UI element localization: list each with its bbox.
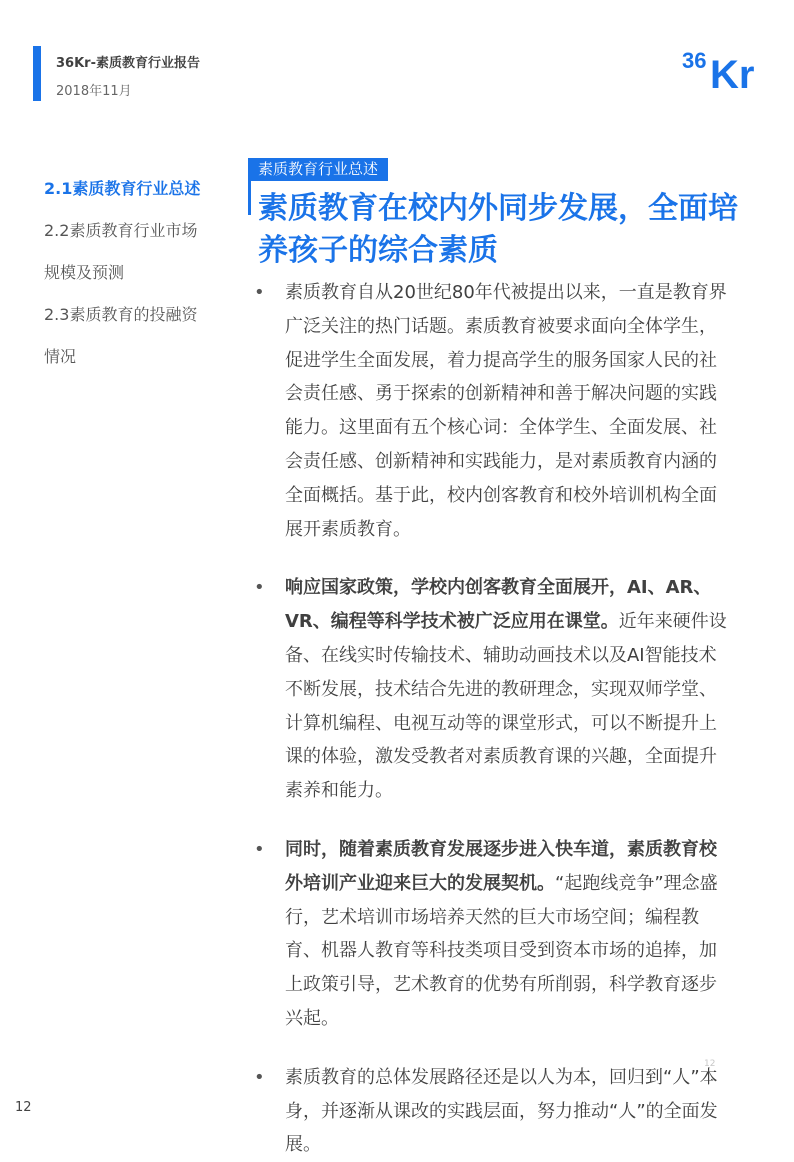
page-number: 12 <box>15 1100 32 1115</box>
bullet-text: 素质教育的总体发展路径还是以人为本，回归到“人”本身，并逐渐从课改的实践层面，努力推动“人”的全面发展。 <box>285 1066 718 1156</box>
nav-item-2-1[interactable]: 2.1素质教育行业总述 <box>44 179 201 198</box>
bullet-bold-text: 同时，随着素质教育发展逐步进入快车道，素质教育校外培训产业迎来巨大的发展契机。 <box>285 838 717 894</box>
report-date: 2018年11月 <box>56 84 132 99</box>
bullet-bold-text: 响应国家政策，学校内创客教育全面展开，AI、AR、VR、编程等科学技术被广泛应用在课堂。 <box>285 577 712 633</box>
bullet-text: 近年来硬件设备、在线实时传输技术、辅助动画技术以及AI智能技术不断发展，技术结合先进的教研理念，实现双师学堂、计算机编程、电视互动等的课堂形式，可以不断提升上课的体验，激发受教者对素质教育课的兴趣，全面提升素养和能力。 <box>285 611 727 802</box>
nav-item-2-3[interactable]: 2.3素质教育的投融资 <box>44 305 198 324</box>
bullet-text: “起跑线竞争”理念盛行，艺术培训市场培养天然的巨大市场空间；编程教育、机器人教育等科技类项目受到资本市场的追捧，加上政策引导，艺术教育的优势有所削弱，科学教育逐步兴起。 <box>285 872 718 1029</box>
bullet-item <box>252 1061 732 1162</box>
section-accent-line <box>248 181 251 215</box>
section-nav <box>44 168 234 378</box>
watermark-page-number: 12 <box>704 1059 716 1069</box>
page-headline: 素质教育在校内外同步发展，全面培养孩子的综合素质 <box>258 191 738 268</box>
nav-item-2-2[interactable]: 2.2素质教育行业市场 <box>44 221 198 240</box>
nav-item-2-3-cont[interactable]: 情况 <box>44 347 77 366</box>
svg-text:36: 36 <box>682 48 707 73</box>
bullet-list <box>252 276 732 1162</box>
svg-text:Kr: Kr <box>710 53 755 92</box>
header-accent-bar <box>33 46 41 101</box>
brand-logo <box>680 40 766 92</box>
bullet-item <box>252 571 732 808</box>
section-tag: 素质教育行业总述 <box>248 158 388 181</box>
nav-item-2-2-cont[interactable]: 规模及预测 <box>44 263 125 282</box>
bullet-item <box>252 276 732 546</box>
bullet-text: 素质教育自从20世纪80年代被提出以来，一直是教育界广泛关注的热门话题。素质教育被要求面向全体学生，促进学生全面发展，着力提高学生的服务国家人民的社会责任感、勇于探索的创新精神和善于解决问题的实践能力。这里面有五个核心词：全体学生、全面发展、社会责任感、创新精神和实践能力，是对素质教育内涵的全面概括。基于此，校内创客教育和校外培训机构全面展开素质教育。 <box>285 282 727 540</box>
report-title: 36Kr-素质教育行业报告 <box>56 56 200 71</box>
bullet-item <box>252 833 732 1036</box>
